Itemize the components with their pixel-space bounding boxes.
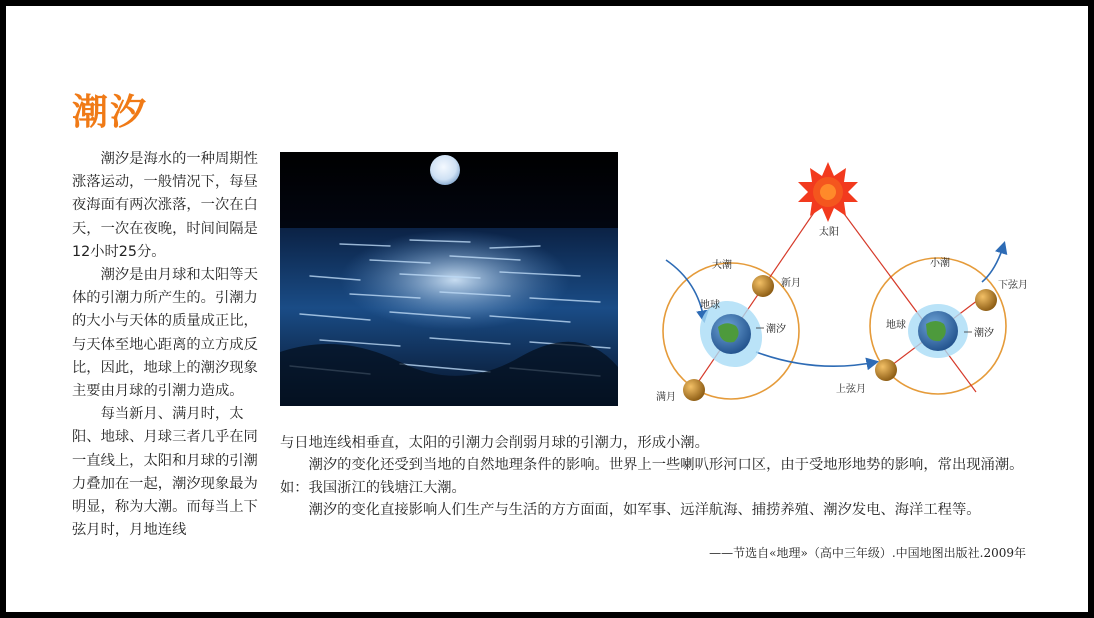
left-column-text [72,148,262,542]
sun-icon [798,162,858,222]
paragraph-period: 潮汐是海水的一种周期性涨落运动，一般情况下，每昼夜海面有两次涨落，一次在白天，一次在夜晚，时间间隔是12小时25分。 [72,151,258,260]
page-title: 潮汐 [72,92,149,133]
paragraph-spring-tide: 每当新月、满月时，太阳、地球、月球三者几乎在同一直线上，太阳和月球的引潮力叠加在一起，潮汐现象最为明显，称为大潮。而每当上下弦月时，月地连线 [72,406,258,539]
moon [430,155,460,185]
new-moon-label: 新月 [781,278,801,289]
tide-left-label: 潮汐 [766,324,786,335]
paragraph-cause: 潮汐是由月球和太阳等天体的引潮力所产生的。引潮力的大小与天体的质量成正比，与天体至地心距离的立方成反比，因此，地球上的潮汐现象主要由月球的引潮力造成。 [72,267,258,400]
tide-right-label: 潮汐 [974,328,994,339]
earth-left-label: 地球 [700,300,720,311]
bottom-text [280,432,1040,522]
spring-tide-label: 大潮 [712,260,732,271]
paragraph-geography: 潮汐的变化还受到当地的自然地理条件的影响。世界上一些喇叭形河口区，由于受地形地势的影响，常出现涌潮。如：我国浙江的钱塘江大潮。 [280,457,1024,496]
earth-right-label: 地球 [886,320,906,331]
new-moon [752,275,774,297]
last-quarter-label: 下弦月 [998,280,1028,291]
paragraph-impact: 潮汐的变化直接影响人们生产与生活的方方面面，如军事、远洋航海、捕捞养殖、潮汐发电、海洋工程等。 [308,502,981,519]
first-quarter-label: 上弦月 [836,384,866,395]
full-moon-label: 满月 [656,392,676,403]
full-moon [683,379,705,401]
document-page [6,6,1088,612]
last-quarter-moon [975,289,997,311]
sun-label: 太阳 [819,227,839,238]
moonlit-sea-photo [280,152,618,406]
neap-tide-label: 小潮 [930,258,950,269]
tide-diagram [646,152,1032,406]
paragraph-neap-tide-end: 与日地连线相垂直，太阳的引潮力会削弱月球的引潮力，形成小潮。 [280,435,709,451]
first-quarter-moon [875,359,897,381]
citation: ——节选自«地理»（高中三年级）.中国地图出版社.2009年 [709,546,1026,560]
